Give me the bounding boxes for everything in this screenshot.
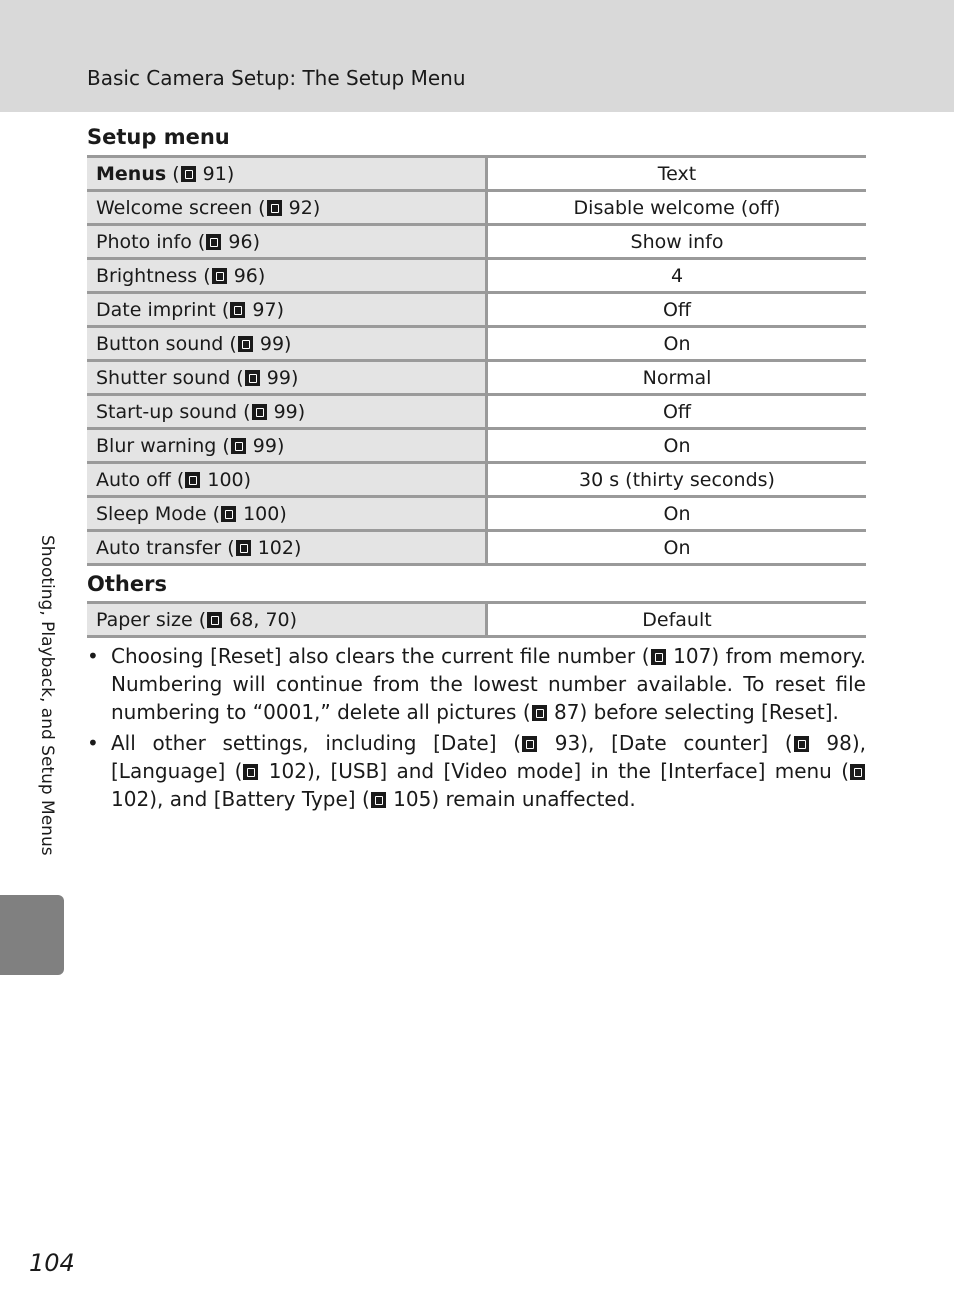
settings-row [87, 531, 866, 565]
note-reset-file-number [87, 642, 866, 726]
settings-row [87, 497, 866, 531]
setting-name: Start-up sound [96, 400, 238, 423]
page-number: 104 [29, 1249, 75, 1277]
setting-name-cell: Start-up sound ( 99) [87, 395, 487, 429]
page-reference-icon [185, 472, 200, 488]
setting-value: Normal [487, 361, 867, 395]
page-reference-icon [252, 404, 267, 420]
settings-row [87, 603, 866, 637]
page-ref-number: 107 [673, 644, 712, 668]
page-ref-number: 100 [207, 468, 244, 491]
others-table [87, 601, 866, 638]
setting-name: Button sound [96, 332, 224, 355]
page-reference-icon [236, 540, 251, 556]
setting-value: On [487, 429, 867, 463]
note-text: ), [USB] and [Video mode] in the [Interface] menu ( [306, 759, 849, 783]
note-text: All other settings, including [Date] ( [111, 731, 522, 755]
page-reference-icon [794, 736, 809, 752]
setting-name: Paper size [96, 608, 193, 631]
page-header-title: Basic Camera Setup: The Setup Menu [87, 66, 466, 90]
setting-value: On [487, 327, 867, 361]
setting-value: 30 s (thirty seconds) [487, 463, 867, 497]
settings-row [87, 327, 866, 361]
page-reference-icon [522, 736, 537, 752]
page-reference-icon [206, 234, 221, 250]
page-reference-icon [231, 438, 246, 454]
page-reference-icon [230, 302, 245, 318]
note-other-settings [87, 729, 866, 813]
setting-name-cell: Paper size ( 68, 70) [87, 603, 487, 637]
page-ref-number: 96 [233, 264, 258, 287]
page-ref-number: 91 [202, 162, 227, 185]
setting-name: Sleep Mode [96, 502, 207, 525]
setting-value: On [487, 531, 867, 565]
setting-name-cell: Auto off ( 100) [87, 463, 487, 497]
setting-name-cell: Blur warning ( 99) [87, 429, 487, 463]
settings-row [87, 463, 866, 497]
setting-name: Auto transfer [96, 536, 222, 559]
setting-value: Show info [487, 225, 867, 259]
setting-value: Text [487, 157, 867, 191]
page-ref-number: 96 [228, 230, 253, 253]
page-reference-icon [181, 166, 196, 182]
settings-row [87, 225, 866, 259]
note-text: ), and [Battery Type] ( [149, 787, 370, 811]
setting-name-cell: Auto transfer ( 102) [87, 531, 487, 565]
setting-name-cell: Welcome screen ( 92) [87, 191, 487, 225]
setting-name: Blur warning [96, 434, 217, 457]
setting-name-cell: Sleep Mode ( 100) [87, 497, 487, 531]
page-ref-number: 93 [554, 731, 581, 755]
page-reference-icon [850, 764, 865, 780]
setting-value: Off [487, 293, 867, 327]
note-text: ), [Date counter] ( [580, 731, 793, 755]
page-ref-number: 102 [257, 536, 294, 559]
page-ref-number: 102 [111, 787, 150, 811]
note-text: Choosing [Reset] also clears the current file number ( [111, 644, 650, 668]
settings-row [87, 361, 866, 395]
side-section-label: Shooting, Playback, and Setup Menus [37, 535, 57, 856]
page-ref-number: 97 [252, 298, 277, 321]
setting-name-cell: Date imprint ( 97) [87, 293, 487, 327]
page-ref-number: 102 [268, 759, 307, 783]
page-reference-icon [267, 200, 282, 216]
page-ref-number: 99 [252, 434, 277, 457]
others-heading: Others [87, 572, 167, 596]
setting-name-cell: Shutter sound ( 99) [87, 361, 487, 395]
note-text: ), [Language] ( [111, 731, 866, 783]
page-reference-icon [371, 792, 386, 808]
side-section-tab [0, 895, 64, 975]
page-reference-icon [532, 705, 547, 721]
setup-menu-heading: Setup menu [87, 125, 230, 149]
page-reference-icon [238, 336, 253, 352]
setting-name: Welcome screen [96, 196, 253, 219]
setting-name-cell: Photo info ( 96) [87, 225, 487, 259]
note-text: ) remain unaffected. [431, 787, 636, 811]
page-ref-number: 98 [826, 731, 852, 755]
page-ref-number: 100 [243, 502, 280, 525]
setting-name-cell: Button sound ( 99) [87, 327, 487, 361]
setting-name: Auto off [96, 468, 171, 491]
settings-row [87, 395, 866, 429]
page-ref-number: 87 [554, 700, 580, 724]
setting-name: Date imprint [96, 298, 216, 321]
setting-name: Photo info [96, 230, 192, 253]
settings-row [87, 293, 866, 327]
page-ref-number: 99 [266, 366, 291, 389]
page-reference-icon [221, 506, 236, 522]
header-band [0, 0, 954, 112]
note-text: ) before selecting [Reset]. [579, 700, 839, 724]
setting-name: Menus [96, 162, 167, 185]
page-reference-icon [651, 649, 666, 665]
settings-row [87, 191, 866, 225]
setting-name-cell: Menus ( 91) [87, 157, 487, 191]
setting-value: Default [487, 603, 867, 637]
page-ref-number: 99 [259, 332, 285, 355]
page-ref-number: 105 [393, 787, 432, 811]
setting-name-cell: Brightness ( 96) [87, 259, 487, 293]
setting-name: Shutter sound [96, 366, 231, 389]
setting-value: Off [487, 395, 867, 429]
setting-name: Brightness [96, 264, 198, 287]
page-reference-icon [243, 764, 258, 780]
setting-value: 4 [487, 259, 867, 293]
settings-row [87, 429, 866, 463]
note-text: ) from memory. Numbering will continue from the lowest number available. To reset file numbering to “0001,” delete all pictures ( [111, 644, 867, 724]
notes-list [87, 642, 866, 816]
settings-row [87, 259, 866, 293]
page-ref-number: 99 [273, 400, 298, 423]
setting-value: Disable welcome (off) [487, 191, 867, 225]
page-ref-number: 68, 70 [229, 608, 290, 631]
setup-menu-table [87, 155, 866, 566]
settings-row [87, 157, 866, 191]
setting-value: On [487, 497, 867, 531]
page-ref-number: 92 [288, 196, 313, 219]
page-reference-icon [212, 268, 227, 284]
page-reference-icon [245, 370, 260, 386]
page-reference-icon [207, 612, 222, 628]
